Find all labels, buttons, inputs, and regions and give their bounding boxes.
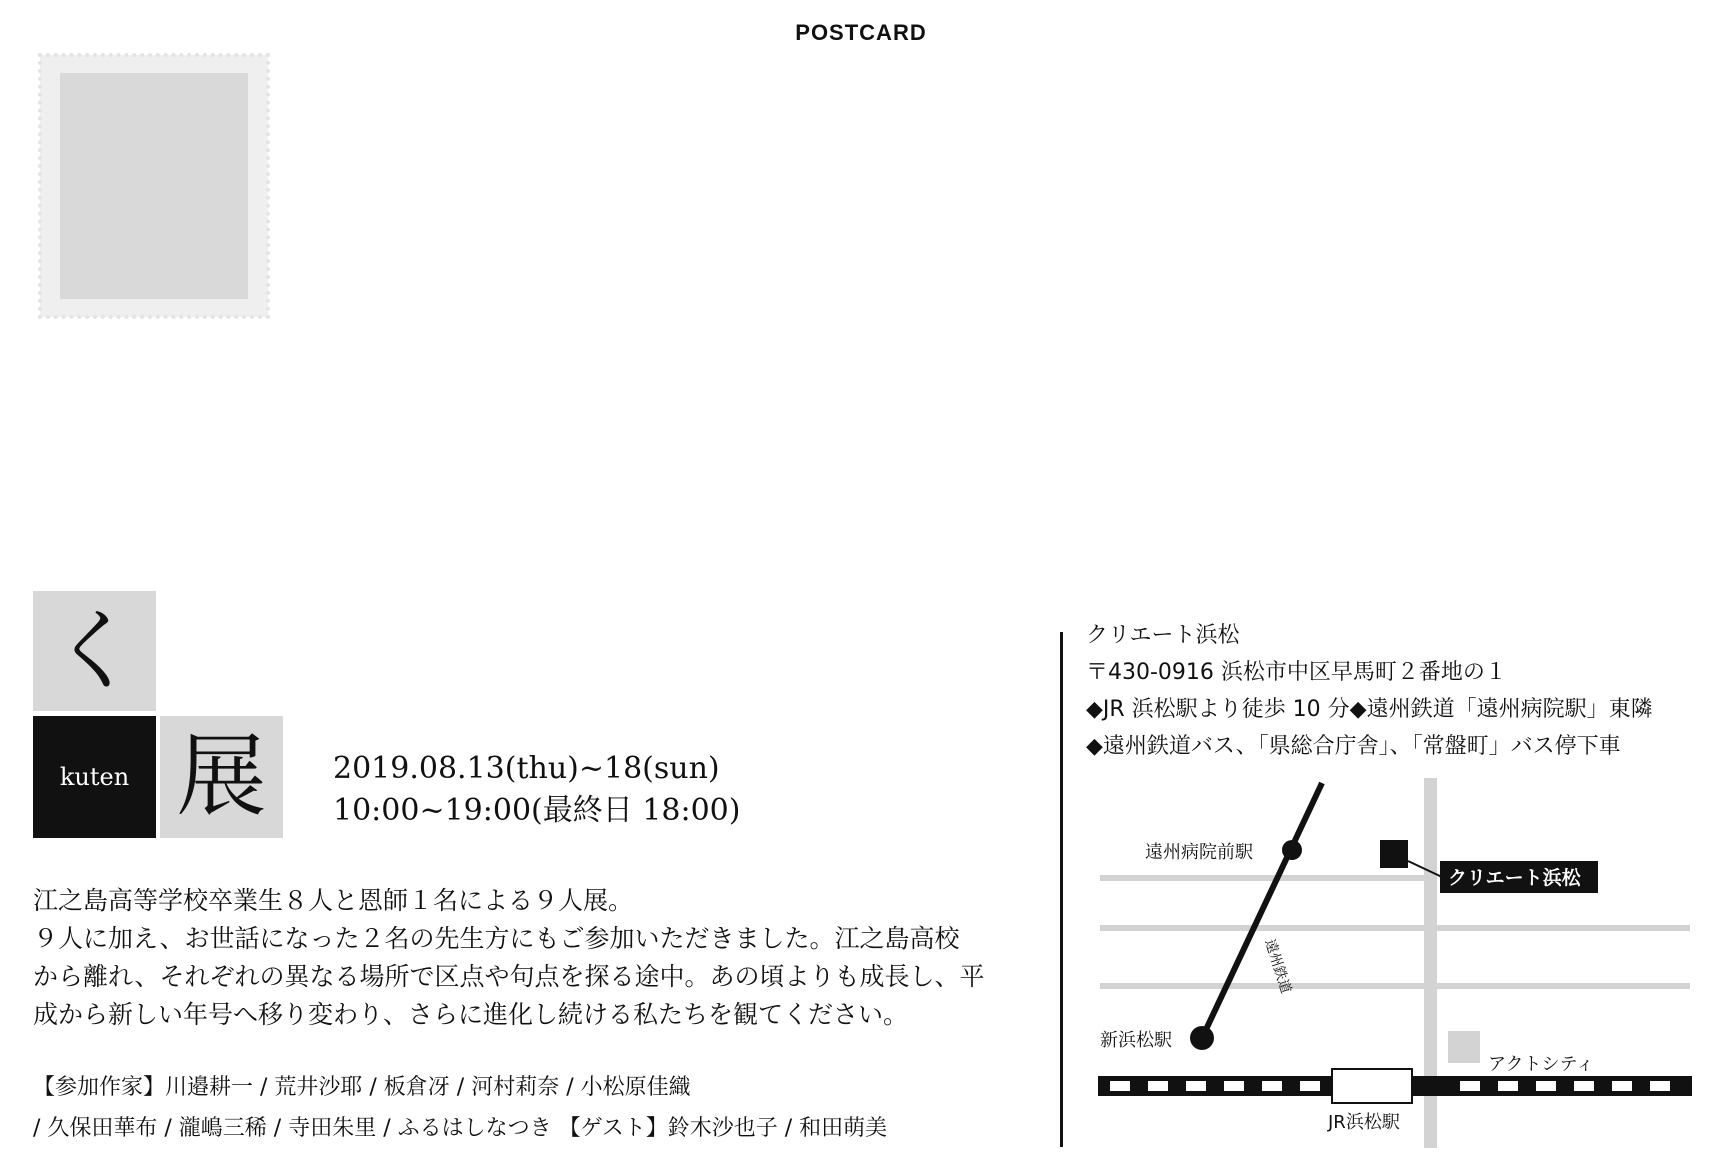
map-jr-station-marker xyxy=(1332,1069,1412,1103)
map-label-venue: クリエート浜松 xyxy=(1448,867,1581,889)
divider-line xyxy=(1060,632,1063,1147)
description-line: ９人に加え、お世話になった２名の先生方にもご参加いただきました。江之島高校 xyxy=(33,924,960,953)
stamp-box xyxy=(40,55,268,317)
artists-line-2: / 久保田華布 / 瀧嶋三稀 / 寺田朱里 / ふるはしなつき 【ゲスト】鈴木沙也子 / 和田萌美 xyxy=(33,1116,888,1141)
venue-info xyxy=(1086,617,1653,765)
venue-address: 〒430-0916 浜松市中区早馬町２番地の１ xyxy=(1086,660,1507,685)
description xyxy=(33,882,1043,1034)
logo-ten-block: 展 xyxy=(160,716,283,838)
logo-ku-block: く xyxy=(33,591,156,711)
map-road xyxy=(1100,875,1436,881)
stamp-placeholder xyxy=(60,73,248,299)
map-label-act-city: アクトシティ xyxy=(1488,1054,1595,1075)
venue-name: クリエート浜松 xyxy=(1086,623,1240,648)
logo-kuten-block: kuten xyxy=(33,716,156,838)
map-road xyxy=(1100,925,1690,931)
postcard-label: POSTCARD xyxy=(795,20,927,45)
map-enshu-railway xyxy=(1202,783,1322,1038)
artists xyxy=(33,1067,887,1149)
map-act-city-marker xyxy=(1448,1031,1480,1063)
venue-access-2: ◆遠州鉄道バス、「県総合庁舎」、「常盤町」バス停下車 xyxy=(1086,734,1621,759)
map-station-marker xyxy=(1282,840,1302,860)
event-date-line: 2019.08.13(thu)~18(sun) xyxy=(333,751,720,786)
venue-access-1: ◆JR 浜松駅より徒歩 10 分◆遠州鉄道「遠州病院駅」東隣 xyxy=(1086,697,1653,722)
map-venue-marker xyxy=(1380,840,1408,868)
description-line: 江之島高等学校卒業生８人と恩師１名による９人展。 xyxy=(33,886,634,915)
map-station-marker xyxy=(1190,1026,1214,1050)
map-road xyxy=(1100,983,1690,989)
map-label-railway: 遠州鉄道 xyxy=(1261,937,1294,996)
event-dates xyxy=(333,748,740,832)
artists-line-1: 【参加作家】川邉耕一 / 荒井沙耶 / 板倉冴 / 河村莉奈 / 小松原佳織 xyxy=(33,1075,691,1100)
access-map xyxy=(1090,773,1700,1158)
map-label-station-bottom: 新浜松駅 xyxy=(1100,1030,1172,1051)
event-time-line: 10:00~19:00(最終日 18:00) xyxy=(333,793,741,828)
description-line: から離れ、それぞれの異なる場所で区点や句点を探る途中。あの頃よりも成長し、平 xyxy=(33,962,985,991)
map-label-station-top: 遠州病院前駅 xyxy=(1145,842,1253,863)
map-label-jr-station: JR浜松駅 xyxy=(1328,1112,1400,1133)
description-line: 成から新しい年号へ移り変わり、さらに進化し続ける私たちを観てください。 xyxy=(33,1000,909,1029)
